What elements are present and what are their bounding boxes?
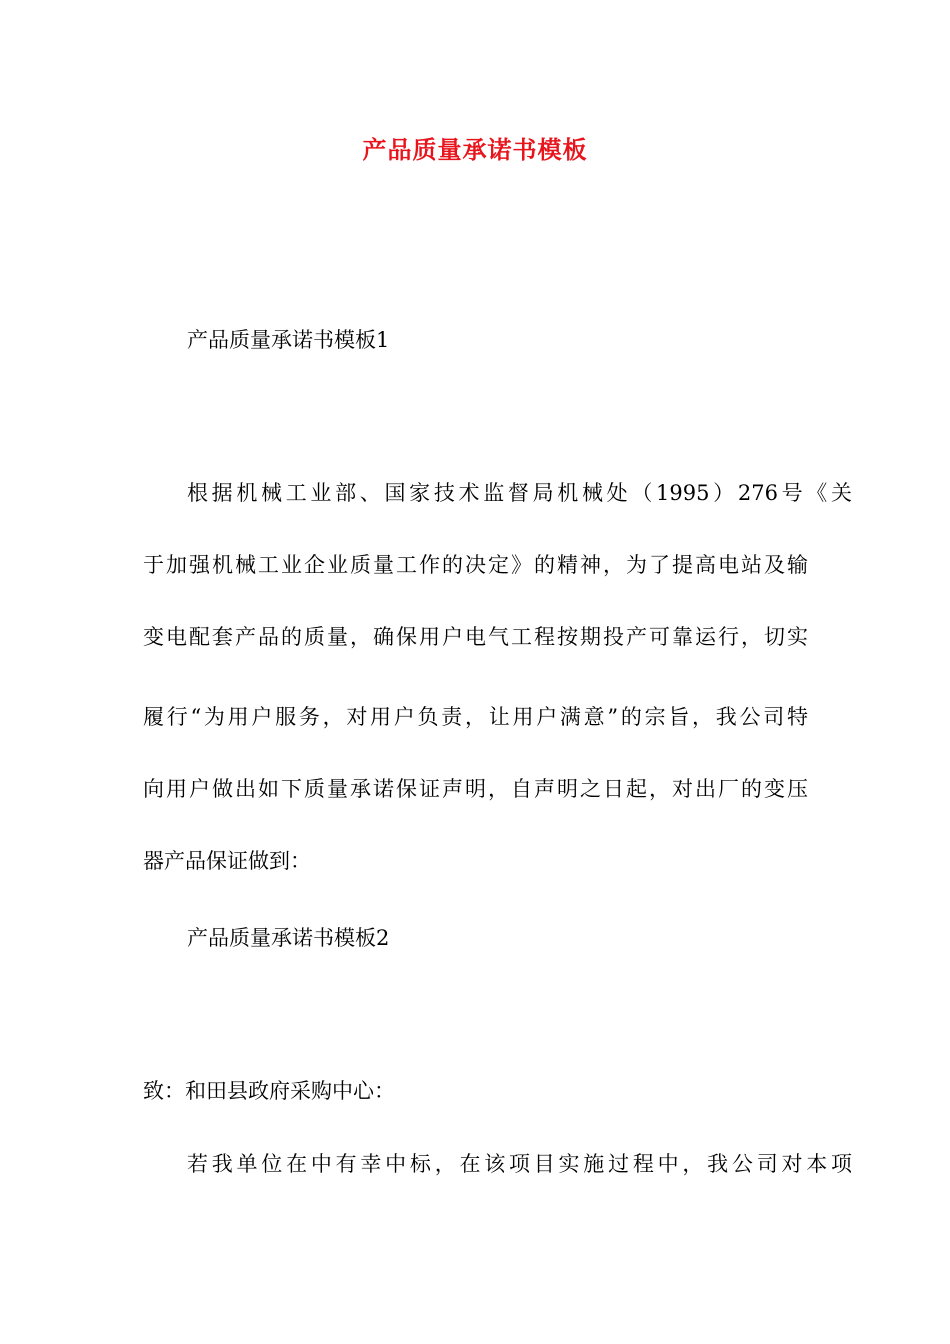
- paragraph-line: 根据机械工业部、国家技术监督局机械处（1995）276号《关: [187, 481, 852, 505]
- paragraph-line: 履行“为用户服务，对用户负责，让用户满意”的宗旨，我公司特: [143, 705, 808, 729]
- paragraph-line: 若我单位在中有幸中标，在该项目实施过程中，我公司对本项: [187, 1152, 852, 1176]
- paragraph-line: 于加强机械工业企业质量工作的决定》的精神，为了提高电站及输: [143, 553, 808, 577]
- paragraph-line: 变电配套产品的质量，确保用户电气工程按期投产可靠运行，切实: [143, 625, 808, 649]
- document-title: 产品质量承诺书模板: [362, 135, 588, 164]
- section-heading-2: 产品质量承诺书模板2: [187, 926, 390, 950]
- addressee-line: 致：和田县政府采购中心：: [143, 1079, 395, 1103]
- paragraph-line: 器产品保证做到：: [143, 849, 311, 873]
- section-heading-1: 产品质量承诺书模板1: [187, 328, 390, 352]
- paragraph-line: 向用户做出如下质量承诺保证声明，自声明之日起，对出厂的变压: [143, 777, 808, 801]
